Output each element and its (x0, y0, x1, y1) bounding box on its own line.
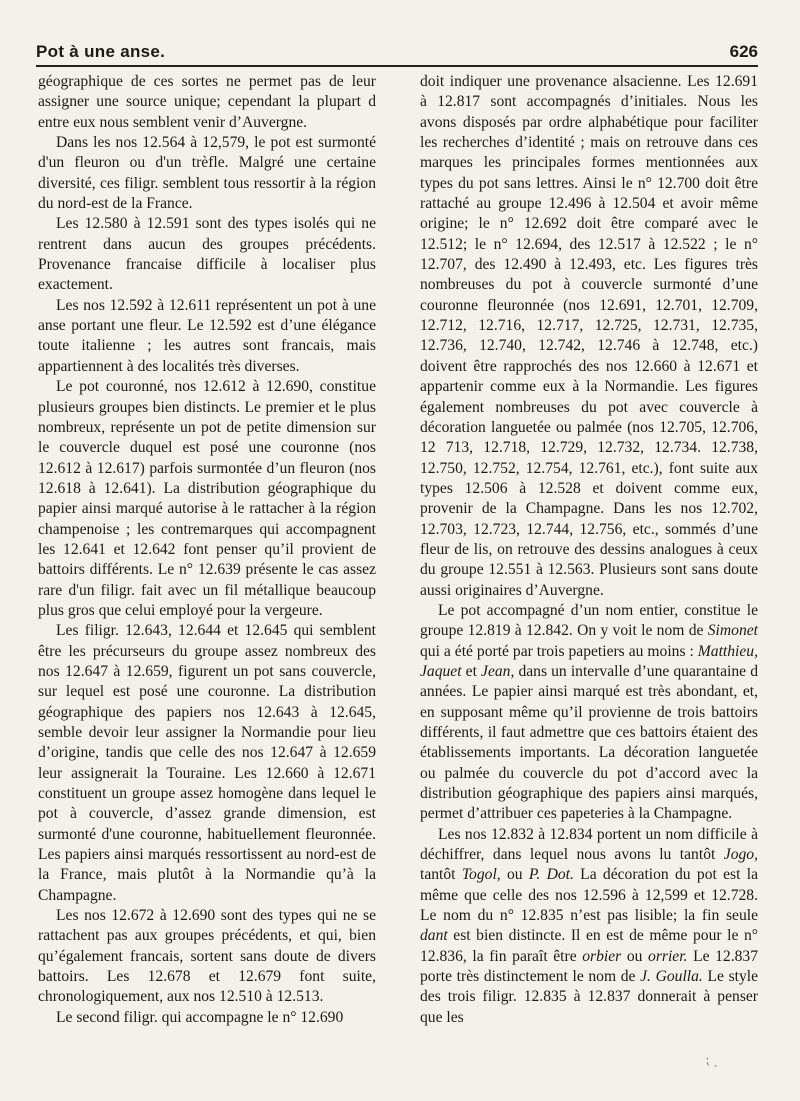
text-run: Le 12.837 porte très distinctement le nom de (420, 947, 759, 986)
text-run: tantôt (420, 866, 456, 884)
text-run: dans un intervalle d’une quarantaine d années. Le papier ainsi marqué est très abondant, et, en supposant même qu’il provienne de trois battoirs différents, il faut admettre que ces battoirs étaient des établissements importants. La décoration languetée ou palmée du couvercle du pot d’accord avec la distribution géographique des papiers ainsi marqués, permet d’attribuer ces papeteries à la Champagne. (420, 662, 758, 823)
paragraph (420, 825, 758, 1028)
name-reading: orrier. (648, 947, 688, 965)
paragraph: doit indiquer une provenance alsacienne. Les 12.691 à 12.817 sont accompagnés d’initiales. Nous les avons disposés par ordre alphabétique pour faciliter les recherches d’identité ; mais on retrouve dans ces marques les principales formes mentionnées aux types du pot sans lettres. Ainsi le n° 12.700 doit être rattaché au groupe 12.496 à 12.504 et avoir même origine; le n° 12.692 doit être comparé avec le 12.512; le n° 12.694, des 12.517 à 12.522 ; le n° 12.707, des 12.490 à 12.493, etc. Les figures très nombreuses du pot à couvercle surmonté d’une couronne fleuronnée (nos 12.691, 12.701, 12.709, 12.712, 12.716, 12.717, 12.725, 12.731, 12.735, 12.736, 12.740, 12.742, 12.746 à 12.748, etc.) doivent être rapprochés des nos 12.660 à 12.671 et appartenir comme eux à la Normandie. Les figures également nombreuses du pot avec couvercle à décoration languetée ou palmée (nos 12.705, 12.706, 12 713, 12.718, 12.729, 12.732, 12.734. 12.738, 12.750, 12.752, 12.754, 12.761, etc.), font suite aux types 12.506 à 12.528 et doivent comme eux, provenir de la Champagne. Dans les nos 12.702, 12.703, 12.723, 12.744, 12.756, etc., sommés d’une fleur de lis, on retrouve des dessins analogues à ceux du groupe 12.551 à 12.563. Plusieurs sont sans doute aussi originaires d’Auvergne. (420, 73, 758, 599)
running-title: Pot à une anse. (36, 42, 166, 61)
text-run: Les nos 12.832 à 12.834 portent un nom difficile à déchiffrer, dans lequel nous avons lu tantôt (420, 825, 758, 864)
text-run: et (465, 662, 477, 680)
scan-mark-ornament: ⁏ ˎ (705, 1053, 718, 1068)
name-reading: P. Dot. (528, 866, 574, 884)
name-reading: Togol, (461, 866, 501, 884)
text-run: qui a été porté par trois papetiers au moins : (420, 642, 694, 660)
text-run: ou (506, 866, 523, 884)
name-reading: dant (420, 927, 448, 945)
text-run: Le style des trois filigr. 12.835 à 12.837 donnerait à penser que les (420, 968, 759, 1026)
paragraph: Les 12.580 à 12.591 sont des types isolés qui ne rentrent dans aucun des groupes précédents. Provenance francaise difficile à localiser plus exactement. (38, 215, 376, 294)
paragraph: Les nos 12.592 à 12.611 représentent un pot à une anse portant une fleur. Le 12.592 est d’une élégance toute italienne ; les autres sont francais, mais appartiennent à des localités très diverses. (38, 296, 376, 375)
text-run: La décoration du pot est la même que celle des nos 12.596 à 12,599 et 12.728. Le nom du n° 12.835 n’est pas lisible; la fin seule (420, 866, 758, 925)
page-number: 626 (729, 42, 758, 61)
text-run: est bien distincte. Il en est de même pour le n° 12.836, la fin paraît être (420, 927, 758, 965)
right-column (420, 72, 758, 1028)
papermaker-name: Matthieu, Jaquet (420, 642, 758, 680)
paragraph: Le second filigr. qui accompagne le n° 12.690 (56, 1008, 344, 1026)
page-header (36, 38, 758, 68)
text-run: Le pot accompagné d’un nom entier, constitue le groupe 12.819 à 12.842. On y voit le nom de (420, 601, 758, 640)
papermaker-name: Simonet (707, 622, 758, 640)
name-reading: orbier (582, 947, 622, 965)
paragraph: Le pot couronné, nos 12.612 à 12.690, constitue plusieurs groupes bien distincts. Le premier et le plus nombreux, représente un pot de petite dimension sur le couvercle duquel est posé une couronne (nos 12.612 à 12.617) parfois surmontée d’un fleuron (nos 12.618 à 12.641). La distribution géographique du papier ainsi marqué autorise à le rattacher à la région champenoise ; les contremarques qui accompagnent les 12.641 et 12.642 font penser qu’il provient de battoirs différents. Le n° 12.639 présente le cas assez rare d'un filigr. fait avec un fil métallique beaucoup plus gros que celui employé pour la vergeure. (38, 378, 376, 619)
paragraph: Les nos 12.672 à 12.690 sont des types qui ne se rattachent pas aux groupes précédents, et qui, bien qu’également francais, sortent sans doute de divers battoirs. Les 12.678 et 12.679 font suite, chronologiquement, aux nos 12.510 à 12.513. (38, 907, 376, 1006)
left-column (38, 72, 376, 1028)
paragraph: géographique de ces sortes ne permet pas de leur assigner une source unique; cependant la plupart d entre eux nous semblent venir d’Auvergne. (38, 73, 376, 131)
paragraph (420, 601, 758, 825)
name-reading: Jogo, (723, 846, 758, 864)
papermaker-name: J. Goulla. (640, 968, 703, 986)
papermaker-name: Jean, (481, 662, 515, 680)
paragraph: Les filigr. 12.643, 12.644 et 12.645 qui semblent être les précurseurs du groupe assez nombreux des nos 12.647 à 12.659, figurent un pot sans couvercle, sur lequel est posé une couronne. La distribution géographique des papiers nos 12.643 à 12.645, semble devoir leur assigner la Normandie pour lieu d’origine, tandis que celle des nos 12.647 à 12.659 leur assignerait la Touraine. Les 12.660 à 12.671 constituent un groupe assez homogène dans lequel le pot à couvercle, d’assez grande dimension, est surmonté d'une couronne, habituellement fleuronnée. Les papiers ainsi marqués ressortissent au nord-est de la France, mais plutôt à la Normandie qu’à la Champagne. (38, 622, 376, 904)
header-rule (36, 65, 758, 67)
text-run: ou (626, 947, 643, 965)
paragraph: Dans les nos 12.564 à 12,579, le pot est surmonté d'un fleuron ou d'un trèfle. Malgré une certaine diversité, ces filigr. semblent tous ressortir à la région du nord-est de la France. (38, 134, 376, 213)
